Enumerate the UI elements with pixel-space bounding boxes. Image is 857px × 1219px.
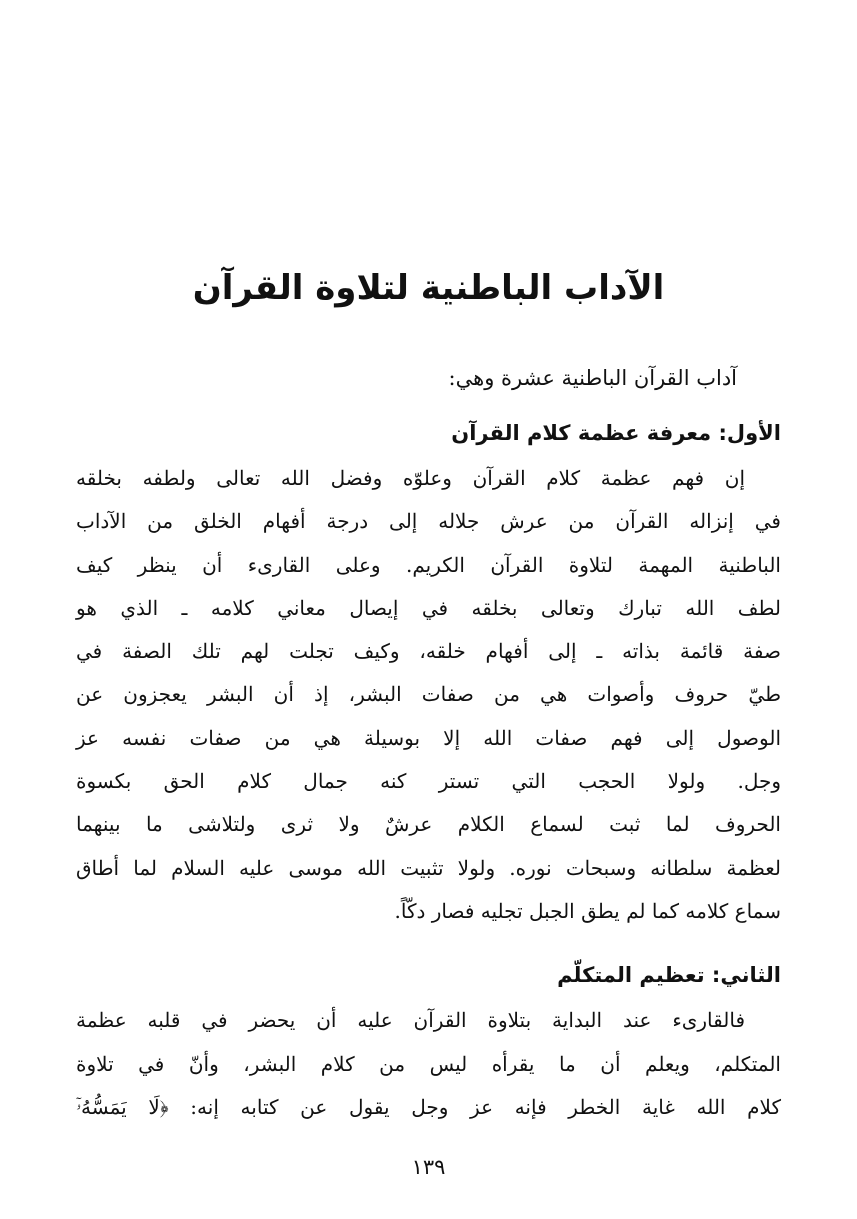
chapter-title: الآداب الباطنية لتلاوة القرآن xyxy=(192,267,665,308)
section-first-paragraph xyxy=(76,457,781,933)
text-line: الحروف لما ثبت لسماع الكلام عرشٌ ولا ثرى ولتلاشى ما بينهما xyxy=(76,812,781,837)
intro-line: آداب القرآن الباطنية عشرة وهي: xyxy=(448,366,737,390)
section-second-paragraph xyxy=(76,999,781,1129)
page-content xyxy=(76,355,781,1129)
text-line: سماع كلامه كما لم يطق الجبل تجليه فصار دكّاً. xyxy=(394,898,781,923)
text-line: في إنزاله القرآن من عرش جلاله إلى درجة أفهام الخلق من الآداب xyxy=(76,509,781,534)
section-spacer xyxy=(76,933,781,953)
text-line: إن فهم عظمة كلام القرآن وعلوّه وفضل الله تعالى ولطفه بخلقه xyxy=(76,466,745,490)
text-line: الوصول إلى فهم صفات الله إلا بوسيلة هي من صفات نفسه عز xyxy=(76,725,781,750)
section-heading-first: الأول: معرفة عظمة كلام القرآن xyxy=(451,421,781,445)
text-line: وجل. ولولا الحجب التي تستر كنه جمال كلام الحق بكسوة xyxy=(76,769,781,794)
text-line: الباطنية المهمة لتلاوة القرآن الكريم. وعلى القارىء أن ينظر كيف xyxy=(76,552,781,577)
text-line: فالقارىء عند البداية بتلاوة القرآن عليه أن يحضر في قلبه عظمة xyxy=(76,1008,745,1033)
text-line: لطف الله تبارك وتعالى بخلقه في إيصال معاني كلامه ـ الذي هو xyxy=(76,595,781,620)
text-line: لعظمة سلطانه وسبحات نوره. ولولا تثبيت الله موسى عليه السلام لما أطاق xyxy=(76,855,781,880)
text-line: صفة قائمة بذاته ـ إلى أفهام خلقه، وكيف تجلت لهم تلك الصفة في xyxy=(76,639,781,664)
section-heading-second: الثاني: تعظيم المتكلّم xyxy=(557,963,781,988)
page-number: ١٣٩ xyxy=(411,1155,446,1179)
text-line: كلام الله غاية الخطر فإنه عز وجل يقول عن كتابه إنه: ﴿لَا يَمَسُّهُۥٓ xyxy=(76,1094,781,1119)
text-line: المتكلم، ويعلم أن ما يقرأه ليس من كلام البشر، وأنّ في تلاوة xyxy=(76,1051,781,1076)
text-line: طيّ حروف وأصوات هي من صفات البشر، إذ أن البشر يعجزون عن xyxy=(76,682,781,707)
